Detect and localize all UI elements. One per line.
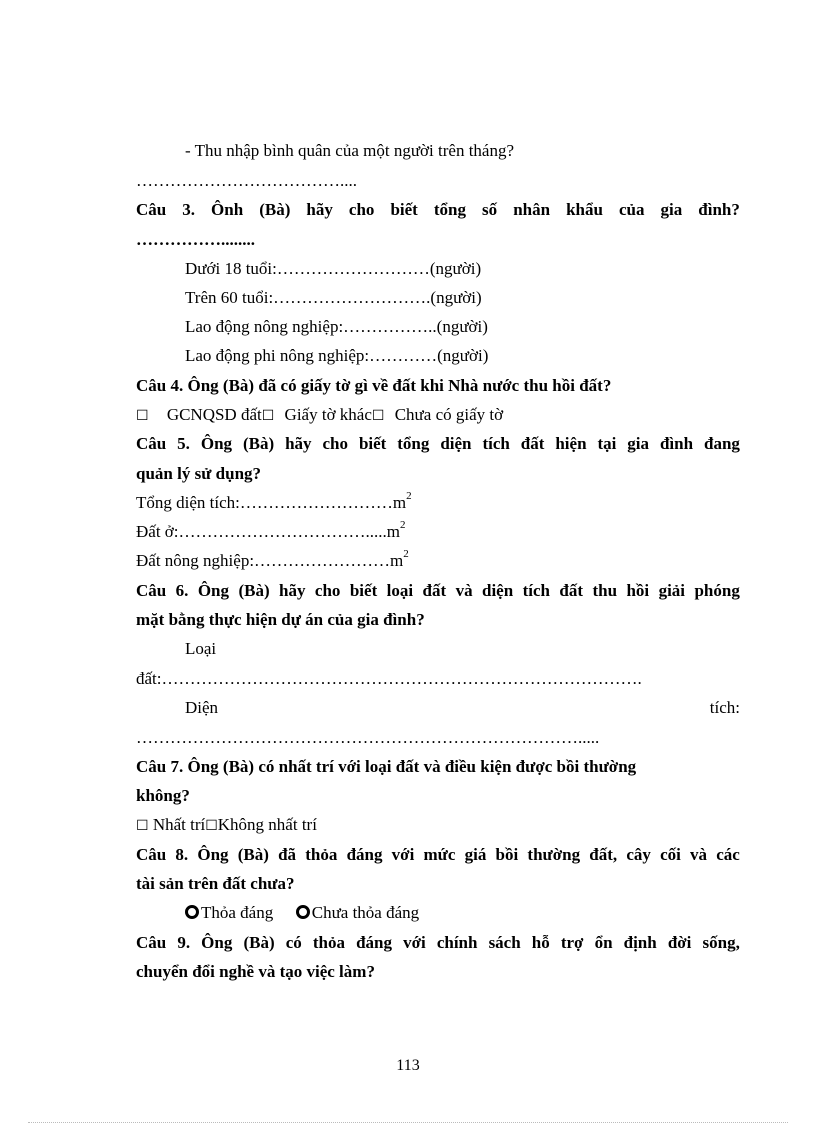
word: đã [278,845,297,864]
word: chính [436,933,478,952]
income-question: - Thu nhập bình quân của một người trên tháng? [185,141,515,160]
question-9 [136,932,740,954]
word: Câu [136,200,167,219]
word: diện [440,434,472,453]
word: biết [349,581,378,600]
question-7-options [136,814,740,837]
word: phóng [694,581,740,600]
non-agri-labor-field: Lao động phi nông nghiệp:…………(người) [185,346,489,365]
checkbox-other-papers[interactable]: ☐ [261,408,275,424]
word: thỏa [312,933,345,952]
word: giá [464,845,487,864]
question-7: Câu 7. Ông (Bà) có nhất trí với loại đất và điều kiện được bồi thường [136,757,637,776]
answer-blank: ……………........ [136,230,255,249]
question-7-cont: không? [136,786,190,805]
word: khẩu [566,200,603,219]
radio-not-satisfied-icon[interactable] [296,905,310,919]
word: Ông [201,933,233,952]
word: Câu [136,933,167,952]
word: đình [659,434,694,453]
word: các [716,845,740,864]
word: bồi [495,845,519,864]
total-area-field: Tổng diện $tích:\dots\dots\dots\dots\dots\dots\dots\dots\dots m^2$ [136,492,412,512]
question-4-options [136,404,740,427]
word: đất [559,581,584,600]
checkbox-disagree[interactable]: ☐ [205,818,218,834]
word: (Bà) [238,581,270,600]
answer-blank: ……………………………….... [136,171,357,190]
question-6-cont: mặt bằng thực hiện dự án của gia đình? [136,610,425,629]
word: hãy [306,200,333,219]
option-satisfied-label: Thỏa đáng [201,903,274,922]
question-8-cont: tài sản trên đất chưa? [136,874,295,893]
word: tổng [433,200,466,219]
question-8 [136,844,740,866]
word: gia [627,434,650,453]
word: cây [626,845,651,864]
question-9-cont: chuyển đổi nghề và tạo việc làm? [136,962,375,981]
word: Câu [136,434,167,453]
word: Câu [136,845,167,864]
word: loại [386,581,414,600]
checkbox-no-papers[interactable]: ☐ [371,408,385,424]
word: cho [314,581,341,600]
option-gcnqsd-label: GCNQSD đất [166,405,262,424]
word: đáng [356,933,392,952]
question-5-cont: quản lý sử dụng? [136,464,262,483]
word: Câu [136,581,167,600]
radio-satisfied-icon[interactable] [185,905,199,919]
word: 8. [175,845,189,864]
word: (Bà) [243,933,275,952]
word: gia [660,200,683,219]
word: cối [660,845,681,864]
word: đất [422,581,447,600]
word: với [391,845,415,864]
word: tại [597,434,617,453]
word: diện [482,581,514,600]
option-no-papers-label: Chưa có giấy tờ [394,405,504,424]
land-type-blank: đất:…………………………………………………………………………. [136,669,642,688]
option-other-papers-label: Giấy tờ khác [284,405,372,424]
agri-area-field: Đất nông $nghiệp:\dots\dots\dots\dots\dots\dots\dots\dots m^2$ [136,550,409,570]
word: Ônh [211,200,244,219]
option-agree-label: Nhất trí [152,815,206,834]
option-not-satisfied-label: Chưa thỏa đáng [311,903,420,922]
word: và [690,845,708,864]
word: 5. [177,434,190,453]
word: có [285,933,302,952]
word: hãy [279,581,306,600]
word: Ông [197,845,229,864]
question-6 [136,580,740,602]
word: hiện [555,434,587,453]
word: định [623,933,657,952]
word: (Bà) [242,434,275,453]
word: đất, [589,845,618,864]
word: sách [488,933,521,952]
word: biết [390,200,418,219]
word: Ông [197,581,230,600]
word: 9. [177,933,191,952]
residential-area-field: Đất $ở:\dots\dots\dots\dots\dots\dots\dots\dots\dots\dots\dots.....m^2$ [136,521,406,541]
word: hỗ [531,933,550,952]
area-label-line: Diện tích: [185,698,740,717]
under-18-field: Dưới 18 tuổi:………………………(người) [185,259,482,278]
word: đình? [698,200,740,219]
page-number: 113 [396,1057,420,1074]
word: giải [658,581,686,600]
word: với [403,933,426,952]
word: đời [667,933,692,952]
checkbox-agree[interactable]: ☐ [136,818,149,834]
word: cho [322,434,348,453]
word: đáng [346,845,383,864]
word: tích [482,434,510,453]
word: sống, [702,933,740,952]
word: Ông [200,434,233,453]
word: thu [592,581,618,600]
word: đang [704,434,740,453]
word: biết [358,434,387,453]
word: 3. [182,200,196,219]
word: (Bà) [237,845,269,864]
over-60-field: Trên 60 tuổi:……………………….(người) [185,288,482,307]
word: ổn [594,933,613,952]
word: nhân [513,200,551,219]
question-8-options [185,902,740,924]
word: trợ [560,933,584,952]
word: thường [527,845,581,864]
checkbox-gcnqsd[interactable]: ☐ [136,408,149,424]
option-disagree-label: Không nhất trí [217,815,317,834]
word: tổng [397,434,430,453]
word: cho [348,200,375,219]
question-3 [136,199,740,221]
word: và [455,581,473,600]
area-blank: ……………………………………………………………………..... [136,728,600,747]
word: đất [520,434,545,453]
word: mức [423,845,456,864]
word: 6. [175,581,189,600]
word: hãy [285,434,312,453]
agri-labor-field: Lao động nông nghiệp:……………..(người) [185,317,488,336]
word: thỏa [305,845,338,864]
land-type-label: Loại [185,639,217,658]
word: (Bà) [259,200,291,219]
word: tích [522,581,550,600]
question-5 [136,433,740,455]
word: số [482,200,498,219]
word: của [619,200,645,219]
question-4: Câu 4. Ông (Bà) đã có giấy tờ gì về đất khi Nhà nước thu hồi đất? [136,376,612,395]
word: hồi [626,581,650,600]
